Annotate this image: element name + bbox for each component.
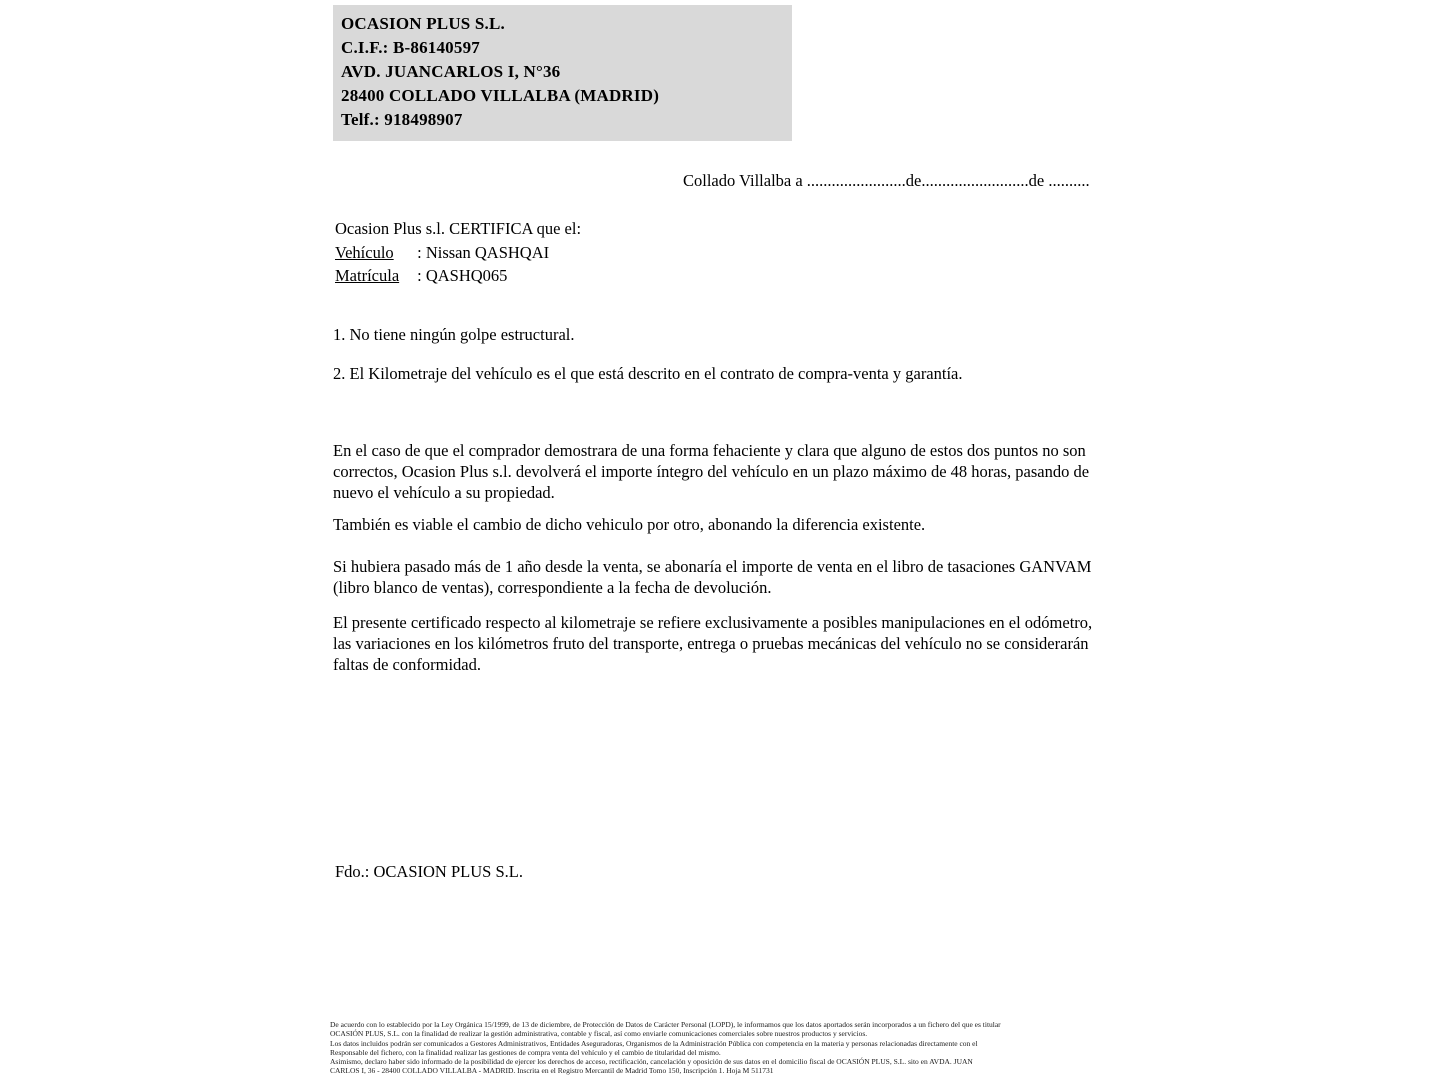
legal-footer-line: Responsable del fichero, con la finalidad realizar las gestiones de compra venta del vehículo y el cambio de titularidad del mismo. — [330, 1047, 721, 1057]
plate-row — [335, 264, 581, 288]
certificate-point-2: 2. El Kilometraje del vehículo es el que está descrito en el contrato de compra-venta y garantía. — [333, 364, 963, 383]
legal-footer-line: De acuerdo con lo establecido por la Ley Orgánica 15/1999, de 13 de diciembre, de Protección de Datos de Carácter Personal (LOPD), le informamos que los datos aportados serán incorporados a un fichero del que es titular — [330, 1020, 1001, 1029]
vehicle-value: : Nissan QASHQAI — [417, 242, 550, 262]
paragraph-ganvam-valuation: Si hubiera pasado más de 1 año desde la venta, se abonaría el importe de venta en el libro de tasaciones GANVAM (libro blanco de ventas), correspondiente a la fecha de devolución. — [333, 557, 1092, 597]
company-name: OCASION PLUS S.L. — [341, 14, 505, 33]
legal-footer-line: Asimismo, declaro haber sido informado de la posibilidad de ejercer los derechos de acceso, rectificación, cancelación y oposición de sus datos en el domicilio fiscal de OCASIÓN PLUS, S.L. sito en AVDA. JUAN — [330, 1057, 973, 1067]
signature-line: Fdo.: OCASION PLUS S.L. — [335, 862, 523, 881]
paragraph-exchange-option: También es viable el cambio de dicho vehiculo por otro, abonando la diferencia existente. — [333, 515, 926, 534]
company-phone: Telf.: 918498907 — [341, 110, 463, 129]
certification-intro: Ocasion Plus s.l. CERTIFICA que el: — [335, 219, 582, 238]
plate-label: Matrícula — [335, 266, 400, 285]
legal-footer-line: CARLOS I, 36 - 28400 COLLADO VILLALBA - MADRID. Inscrita en el Registro Mercantil de Madrid Tomo 150, Inscripción 1. Hoja M 511731 — [330, 1066, 774, 1076]
plate-value: : QASHQ065 — [417, 266, 508, 285]
company-city: 28400 COLLADO VILLALBA (MADRID) — [341, 86, 660, 105]
legal-footer — [330, 1020, 1120, 1076]
letterhead-block — [333, 5, 792, 141]
paragraph-refund-terms: En el caso de que el comprador demostrara de una forma fehaciente y clara que alguno de estos dos puntos no son correctos, Ocasion Plus s.l. devolverá el importe íntegro del vehículo en un plazo máximo de 48 horas, pasando de nuevo el vehículo a su propiedad. — [333, 441, 1090, 502]
date-line: Collado Villalba a ........................de..........................de .......... — [683, 171, 1090, 190]
certificate-point-1: 1. No tiene ningún golpe estructural. — [333, 325, 575, 344]
company-cif: C.I.F.: B-86140597 — [341, 38, 480, 57]
vehicle-label: Vehículo — [335, 242, 394, 262]
legal-footer-line: Los datos incluidos podrán ser comunicados a Gestores Administrativos, Entidades Aseguradoras, Organismos de la Administración Pública con competencia en la materia y personas relacionadas directamente con el — [330, 1038, 978, 1048]
certification-block — [335, 217, 581, 288]
paragraph-odometer-disclaimer: El presente certificado respecto al kilometraje se refiere exclusivamente a posibles manipulaciones en el odómetro, las variaciones en los kilómetros fruto del transporte, entrega o pruebas mecánicas del vehículo no se considerarán faltas de conformidad. — [333, 613, 1093, 674]
legal-footer-line: OCASIÓN PLUS, S.L. con la finalidad de realizar la gestión administrativa, contable y fiscal, así como enviarle comunicaciones comerciales sobre nuestros productos y servicios. — [330, 1029, 868, 1039]
company-address: AVD. JUANCARLOS I, N°36 — [341, 62, 561, 81]
vehicle-row — [335, 241, 581, 265]
